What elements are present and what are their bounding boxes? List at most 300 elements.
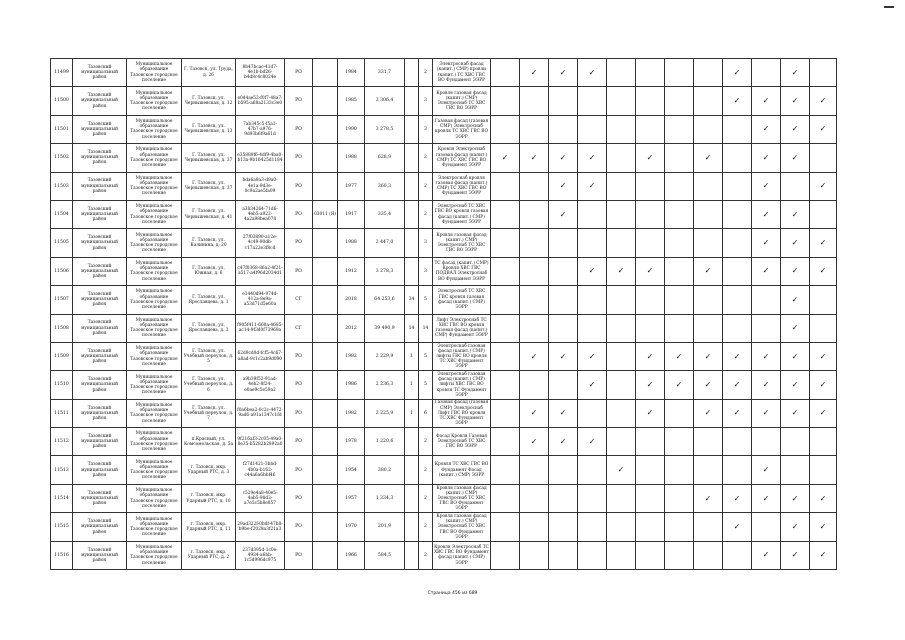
count-b-cell: 3 bbox=[419, 229, 433, 257]
district-cell: Тазовский муниципальный район bbox=[73, 456, 127, 484]
checkmark-icon: ✓ bbox=[549, 342, 578, 370]
year-cell: 2018 bbox=[338, 286, 365, 314]
empty-check-cell bbox=[607, 59, 636, 87]
row-number: 11513 bbox=[51, 456, 73, 484]
municipality-cell: Муниципальное образование Тазовское городское поселение bbox=[127, 172, 182, 200]
checkmark-icon: ✓ bbox=[549, 200, 578, 228]
checkmark-icon: ✓ bbox=[810, 115, 837, 143]
checkmark-icon: ✓ bbox=[636, 144, 665, 172]
guid-cell: a3834264-71d6-4eb5-a922-4a2a98bea078 bbox=[236, 200, 285, 228]
type-cell: РО bbox=[285, 200, 313, 228]
table-row bbox=[51, 314, 837, 342]
checkmark-icon: ✓ bbox=[549, 399, 578, 427]
district-cell: Тазовский муниципальный район bbox=[73, 513, 127, 541]
checkmark-icon: ✓ bbox=[578, 257, 607, 285]
empty-check-cell bbox=[520, 314, 549, 342]
type-cell: РО bbox=[285, 513, 313, 541]
guid-cell: c529e4a8-40e5-4ab5-98d3-a7e5c5b8e857 bbox=[236, 484, 285, 512]
empty-check-cell bbox=[694, 314, 723, 342]
district-cell: Тазовский муниципальный район bbox=[73, 428, 127, 456]
empty-check-cell bbox=[549, 229, 578, 257]
works-description-cell: Электроснаб ТС ХВС ГВС ВО кровля газовая фасад (капит.) СМР) Фундамент ЭЭРР bbox=[433, 200, 491, 228]
checkmark-icon: ✓ bbox=[810, 371, 837, 399]
empty-check-cell bbox=[665, 200, 694, 228]
checkmark-icon: ✓ bbox=[491, 144, 520, 172]
address-cell: Г. Тазовск, ул. Чернышевская, д. 37 bbox=[182, 144, 236, 172]
year-cell: 1957 bbox=[338, 484, 365, 512]
count-a-cell: 1 bbox=[405, 399, 419, 427]
empty-check-cell bbox=[723, 115, 752, 143]
empty-check-cell bbox=[752, 314, 781, 342]
area-cell: 628,9 bbox=[365, 144, 405, 172]
count-b-cell: 3 bbox=[419, 115, 433, 143]
empty-check-cell bbox=[607, 513, 636, 541]
checkmark-icon: ✓ bbox=[578, 144, 607, 172]
empty-check-cell bbox=[578, 399, 607, 427]
checkmark-icon: ✓ bbox=[752, 200, 781, 228]
address-cell: Г. Тазовск, ул. Учебный переулок, д. 5 bbox=[182, 342, 236, 370]
empty-check-cell bbox=[723, 428, 752, 456]
checkmark-icon: ✓ bbox=[694, 257, 723, 285]
area-cell: 1 334,3 bbox=[365, 484, 405, 512]
table-row bbox=[51, 200, 837, 228]
code-cell bbox=[313, 399, 338, 427]
empty-check-cell bbox=[636, 200, 665, 228]
checkmark-icon: ✓ bbox=[723, 513, 752, 541]
checkmark-icon: ✓ bbox=[752, 115, 781, 143]
checkmark-icon: ✓ bbox=[752, 257, 781, 285]
empty-check-cell bbox=[723, 456, 752, 484]
count-a-cell bbox=[405, 513, 419, 541]
works-description-cell: Электроснаб фасад (капит.) СМР) кровли (капит.) ТС ХВС ГВС ВО Фундамент ЭЭРР bbox=[433, 59, 491, 87]
works-description-cell: Кровля Электроснаб газовая фасад (капит.) СМР) ТС ХВС ГВС ВО Фундамент ЭЭРР bbox=[433, 144, 491, 172]
empty-check-cell bbox=[607, 144, 636, 172]
empty-check-cell bbox=[491, 172, 520, 200]
row-number: 11500 bbox=[51, 87, 73, 115]
count-b-cell: 2 bbox=[419, 200, 433, 228]
empty-check-cell bbox=[607, 371, 636, 399]
code-cell bbox=[313, 371, 338, 399]
empty-check-cell bbox=[665, 87, 694, 115]
type-cell: РО bbox=[285, 115, 313, 143]
checkmark-icon: ✓ bbox=[810, 229, 837, 257]
address-cell: Г. Тазовск, ул. Чернышевская, д. 41 bbox=[182, 200, 236, 228]
district-cell: Тазовский муниципальный район bbox=[73, 229, 127, 257]
empty-check-cell bbox=[636, 314, 665, 342]
row-number: 11499 bbox=[51, 59, 73, 87]
empty-check-cell bbox=[810, 428, 837, 456]
count-b-cell: 2 bbox=[419, 144, 433, 172]
count-b-cell: 5 bbox=[419, 286, 433, 314]
empty-check-cell bbox=[520, 115, 549, 143]
empty-check-cell bbox=[694, 172, 723, 200]
checkmark-icon: ✓ bbox=[578, 428, 607, 456]
district-cell: Тазовский муниципальный район bbox=[73, 314, 127, 342]
table-row bbox=[51, 456, 837, 484]
guid-cell: f0a6bea2-0c2c-4472-9ad6-a91a1347c1fd bbox=[236, 399, 285, 427]
district-cell: Тазовский муниципальный район bbox=[73, 59, 127, 87]
table-row bbox=[51, 172, 837, 200]
empty-check-cell bbox=[491, 428, 520, 456]
repair-program-table bbox=[50, 58, 837, 570]
document-table-wrapper bbox=[50, 58, 837, 570]
checkmark-icon: ✓ bbox=[636, 399, 665, 427]
checkmark-icon: ✓ bbox=[781, 314, 810, 342]
row-number: 11515 bbox=[51, 513, 73, 541]
district-cell: Тазовский муниципальный район bbox=[73, 399, 127, 427]
count-a-cell bbox=[405, 541, 419, 569]
checkmark-icon: ✓ bbox=[752, 87, 781, 115]
empty-check-cell bbox=[665, 399, 694, 427]
empty-check-cell bbox=[491, 286, 520, 314]
area-cell: 1 220,6 bbox=[365, 428, 405, 456]
empty-check-cell bbox=[491, 456, 520, 484]
empty-check-cell bbox=[491, 541, 520, 569]
type-cell: РО bbox=[285, 484, 313, 512]
year-cell: 1977 bbox=[338, 172, 365, 200]
year-cell: 1917 bbox=[338, 200, 365, 228]
empty-check-cell bbox=[607, 428, 636, 456]
empty-check-cell bbox=[578, 115, 607, 143]
empty-check-cell bbox=[636, 456, 665, 484]
checkmark-icon: ✓ bbox=[781, 200, 810, 228]
area-cell: 201,9 bbox=[365, 513, 405, 541]
empty-check-cell bbox=[520, 484, 549, 512]
type-cell: СГ bbox=[285, 314, 313, 342]
district-cell: Тазовский муниципальный район bbox=[73, 371, 127, 399]
count-a-cell: 1 bbox=[405, 342, 419, 370]
municipality-cell: Муниципальное образование Тазовское городское поселение bbox=[127, 286, 182, 314]
empty-check-cell bbox=[665, 428, 694, 456]
address-cell: г. Тазовск, мкр. Ударный РТС, д. 2 bbox=[182, 541, 236, 569]
checkmark-icon: ✓ bbox=[520, 399, 549, 427]
empty-check-cell bbox=[578, 513, 607, 541]
empty-check-cell bbox=[665, 314, 694, 342]
works-description-cell: Кровля газовая фасад (капит.) СМР) Электроснаб ТС ХВС ГВС ВО ЭЭРР bbox=[433, 87, 491, 115]
guid-cell: 7ab345c5-f5a1-47b7-a976-9d93b6f9a61d bbox=[236, 115, 285, 143]
empty-check-cell bbox=[694, 286, 723, 314]
address-cell: Г. Тазовск, ул. Чернышевская, д. 37 bbox=[182, 172, 236, 200]
address-cell: Г. Тазовск, ул. Чернышевская, д. 13 bbox=[182, 115, 236, 143]
year-cell: 1982 bbox=[338, 399, 365, 427]
empty-check-cell bbox=[549, 541, 578, 569]
district-cell: Тазовский муниципальный район bbox=[73, 484, 127, 512]
empty-check-cell bbox=[491, 342, 520, 370]
empty-check-cell bbox=[578, 314, 607, 342]
checkmark-icon: ✓ bbox=[810, 399, 837, 427]
table-row bbox=[51, 513, 837, 541]
row-number: 11511 bbox=[51, 399, 73, 427]
area-cell: 335,4 bbox=[365, 200, 405, 228]
empty-check-cell bbox=[520, 229, 549, 257]
checkmark-icon: ✓ bbox=[781, 513, 810, 541]
row-number: 11504 bbox=[51, 200, 73, 228]
checkmark-icon: ✓ bbox=[781, 286, 810, 314]
area-cell: 64 253,6 bbox=[365, 286, 405, 314]
empty-check-cell bbox=[694, 200, 723, 228]
municipality-cell: Муниципальное образование Тазовское городское поселение bbox=[127, 59, 182, 87]
count-b-cell: 3 bbox=[419, 257, 433, 285]
checkmark-icon: ✓ bbox=[549, 59, 578, 87]
table-row bbox=[51, 59, 837, 87]
empty-check-cell bbox=[578, 484, 607, 512]
address-cell: Г. Тазовск, ул. Учебный переулок, д. 6 bbox=[182, 371, 236, 399]
district-cell: Тазовский муниципальный район bbox=[73, 115, 127, 143]
municipality-cell: Муниципальное образование Тазовское городское поселение bbox=[127, 371, 182, 399]
empty-check-cell bbox=[549, 456, 578, 484]
year-cell: 1912 bbox=[338, 257, 365, 285]
year-cell: 1978 bbox=[338, 428, 365, 456]
empty-check-cell bbox=[549, 371, 578, 399]
guid-cell: a9b39f52-91ad-4eb2-8f24-e0ae9c5e59a2 bbox=[236, 371, 285, 399]
count-b-cell: 5 bbox=[419, 371, 433, 399]
empty-check-cell bbox=[723, 200, 752, 228]
empty-check-cell bbox=[578, 87, 607, 115]
code-cell bbox=[313, 484, 338, 512]
empty-check-cell bbox=[636, 513, 665, 541]
code-cell bbox=[313, 314, 338, 342]
checkmark-icon: ✓ bbox=[694, 399, 723, 427]
table-row bbox=[51, 371, 837, 399]
empty-check-cell bbox=[810, 144, 837, 172]
count-b-cell: 2 bbox=[419, 541, 433, 569]
works-description-cell: Электроснаб кровля газовая фасад (капит.) СМР) ТС ХВС ГВС ВО Фундамент ЭЭРР bbox=[433, 172, 491, 200]
type-cell: РО bbox=[285, 59, 313, 87]
empty-check-cell bbox=[578, 286, 607, 314]
empty-check-cell bbox=[636, 541, 665, 569]
empty-check-cell bbox=[578, 541, 607, 569]
row-number: 11514 bbox=[51, 484, 73, 512]
code-cell: 03011 (Я) bbox=[313, 200, 338, 228]
checkmark-icon: ✓ bbox=[781, 541, 810, 569]
empty-check-cell bbox=[723, 257, 752, 285]
checkmark-icon: ✓ bbox=[549, 172, 578, 200]
empty-check-cell bbox=[781, 456, 810, 484]
empty-check-cell bbox=[665, 172, 694, 200]
row-number: 11501 bbox=[51, 115, 73, 143]
type-cell: РО bbox=[285, 399, 313, 427]
district-cell: Тазовский муниципальный район bbox=[73, 200, 127, 228]
district-cell: Тазовский муниципальный район bbox=[73, 144, 127, 172]
empty-check-cell bbox=[810, 456, 837, 484]
checkmark-icon: ✓ bbox=[810, 513, 837, 541]
empty-check-cell bbox=[549, 87, 578, 115]
checkmark-icon: ✓ bbox=[694, 144, 723, 172]
area-cell: 2 229,9 bbox=[365, 342, 405, 370]
code-cell bbox=[313, 513, 338, 541]
count-a-cell bbox=[405, 172, 419, 200]
checkmark-icon: ✓ bbox=[723, 59, 752, 87]
checkmark-icon: ✓ bbox=[752, 229, 781, 257]
count-b-cell: 2 bbox=[419, 456, 433, 484]
municipality-cell: Муниципальное образование Тазовское городское поселение bbox=[127, 257, 182, 285]
address-cell: Г. Тазовск, ул. Ярославцева, д. 3 bbox=[182, 314, 236, 342]
guid-cell: f905f411-660a-4685-ac14-9f3d0f73969a bbox=[236, 314, 285, 342]
empty-check-cell bbox=[491, 314, 520, 342]
guid-cell: 62d9cd0d-fcf5-4c67-a8ad-9c1c2ab9d090 bbox=[236, 342, 285, 370]
checkmark-icon: ✓ bbox=[520, 144, 549, 172]
checkmark-icon: ✓ bbox=[665, 342, 694, 370]
municipality-cell: Муниципальное образование Тазовское городское поселение bbox=[127, 229, 182, 257]
works-description-cell: Кровля ТС ХВС ГВС ВО Фундамент Фасад (капит.) СМР) ЭЭРР bbox=[433, 456, 491, 484]
address-cell: г. Тазовск, мкр. Ударный РТС, д. 10 bbox=[182, 484, 236, 512]
code-cell bbox=[313, 144, 338, 172]
works-description-cell: Кровля Электроснаб ТС ХВС ГВС ВО Фундамент фасад (капит.) СМР) ЭЭРР bbox=[433, 541, 491, 569]
guid-cell: 29ad322f-0bdf-47b8-b9be-f2028a3f21a3 bbox=[236, 513, 285, 541]
empty-check-cell bbox=[694, 541, 723, 569]
empty-check-cell bbox=[636, 484, 665, 512]
municipality-cell: Муниципальное образование Тазовское городское поселение bbox=[127, 399, 182, 427]
empty-check-cell bbox=[520, 200, 549, 228]
empty-check-cell bbox=[665, 541, 694, 569]
checkmark-icon: ✓ bbox=[752, 342, 781, 370]
year-cell: 1982 bbox=[338, 342, 365, 370]
checkmark-icon: ✓ bbox=[549, 428, 578, 456]
row-number: 11507 bbox=[51, 286, 73, 314]
checkmark-icon: ✓ bbox=[636, 257, 665, 285]
code-cell bbox=[313, 87, 338, 115]
checkmark-icon: ✓ bbox=[752, 456, 781, 484]
empty-check-cell bbox=[578, 456, 607, 484]
year-cell: 1985 bbox=[338, 87, 365, 115]
checkmark-icon: ✓ bbox=[607, 257, 636, 285]
empty-check-cell bbox=[723, 229, 752, 257]
empty-check-cell bbox=[752, 286, 781, 314]
empty-check-cell bbox=[549, 257, 578, 285]
count-b-cell: 2 bbox=[419, 172, 433, 200]
code-cell bbox=[313, 541, 338, 569]
empty-check-cell bbox=[491, 200, 520, 228]
guid-cell: f27d1421-3bbd-4b0a-b162-c44a6a6bbf46 bbox=[236, 456, 285, 484]
checkmark-icon: ✓ bbox=[520, 428, 549, 456]
type-cell: РО bbox=[285, 172, 313, 200]
empty-check-cell bbox=[694, 87, 723, 115]
checkmark-icon: ✓ bbox=[781, 371, 810, 399]
empty-check-cell bbox=[665, 484, 694, 512]
type-cell: РО bbox=[285, 428, 313, 456]
district-cell: Тазовский муниципальный район bbox=[73, 342, 127, 370]
area-cell: 3 306,4 bbox=[365, 87, 405, 115]
checkmark-icon: ✓ bbox=[810, 87, 837, 115]
checkmark-icon: ✓ bbox=[636, 371, 665, 399]
code-cell bbox=[313, 456, 338, 484]
checkmark-icon: ✓ bbox=[810, 342, 837, 370]
row-number: 11512 bbox=[51, 428, 73, 456]
address-cell: п.Красный, ул. Комсомольская, д. 5а bbox=[182, 428, 236, 456]
empty-check-cell bbox=[665, 144, 694, 172]
empty-check-cell bbox=[549, 513, 578, 541]
empty-check-cell bbox=[491, 229, 520, 257]
year-cell: 1990 bbox=[338, 115, 365, 143]
empty-check-cell bbox=[810, 286, 837, 314]
checkmark-icon: ✓ bbox=[578, 371, 607, 399]
guid-cell: e1440d94-974d-412a-8e9a-a53d71d5e60a bbox=[236, 286, 285, 314]
year-cell: 1984 bbox=[338, 59, 365, 87]
checkmark-icon: ✓ bbox=[549, 144, 578, 172]
area-cell: 2 236,3 bbox=[365, 371, 405, 399]
guid-cell: bda6a9a3-d9a0-4e1a-9d3e-0c9a2ae5fa09 bbox=[236, 172, 285, 200]
count-a-cell bbox=[405, 87, 419, 115]
code-cell bbox=[313, 59, 338, 87]
checkmark-icon: ✓ bbox=[810, 541, 837, 569]
checkmark-icon: ✓ bbox=[636, 342, 665, 370]
empty-check-cell bbox=[694, 428, 723, 456]
district-cell: Тазовский муниципальный район bbox=[73, 87, 127, 115]
empty-check-cell bbox=[694, 229, 723, 257]
district-cell: Тазовский муниципальный район bbox=[73, 286, 127, 314]
checkmark-icon: ✓ bbox=[781, 87, 810, 115]
guid-cell: 237d395d-1c0e-4934-a6bb-1c5d996dc975 bbox=[236, 541, 285, 569]
empty-check-cell bbox=[607, 286, 636, 314]
year-cell: 1966 bbox=[338, 541, 365, 569]
table-body bbox=[51, 59, 837, 570]
empty-check-cell bbox=[491, 484, 520, 512]
checkmark-icon: ✓ bbox=[520, 342, 549, 370]
checkmark-icon: ✓ bbox=[781, 484, 810, 512]
checkmark-icon: ✓ bbox=[752, 399, 781, 427]
address-cell: Г. Тазовск, ул. Калинина, д. 20 bbox=[182, 229, 236, 257]
area-cell: 380,2 bbox=[365, 456, 405, 484]
empty-check-cell bbox=[694, 513, 723, 541]
empty-check-cell bbox=[520, 456, 549, 484]
empty-check-cell bbox=[665, 59, 694, 87]
row-number: 11503 bbox=[51, 172, 73, 200]
count-b-cell: 5 bbox=[419, 342, 433, 370]
type-cell: РО bbox=[285, 229, 313, 257]
type-cell: РО bbox=[285, 541, 313, 569]
address-cell: г. Тазовск, мкр. Ударный РТС, д. 3 bbox=[182, 456, 236, 484]
empty-check-cell bbox=[520, 513, 549, 541]
district-cell: Тазовский муниципальный район bbox=[73, 541, 127, 569]
empty-check-cell bbox=[578, 229, 607, 257]
guid-cell: c47f0368-86a2-4f21-a517-a4f96d2034d1 bbox=[236, 257, 285, 285]
empty-check-cell bbox=[752, 428, 781, 456]
guid-cell: 27f03890-a12e-4c49-90db-c17a22e3f8cd bbox=[236, 229, 285, 257]
count-a-cell bbox=[405, 484, 419, 512]
count-b-cell: 2 bbox=[419, 59, 433, 87]
works-description-cell: Электроснаб ТС ХВС ГВС кровля газовая фасад (капит.) СМР) ЭЭРР bbox=[433, 286, 491, 314]
table-row bbox=[51, 286, 837, 314]
empty-check-cell bbox=[665, 456, 694, 484]
empty-check-cell bbox=[636, 59, 665, 87]
count-a-cell: 1 bbox=[405, 371, 419, 399]
municipality-cell: Муниципальное образование Тазовское городское поселение bbox=[127, 200, 182, 228]
checkmark-icon: ✓ bbox=[752, 371, 781, 399]
empty-check-cell bbox=[549, 286, 578, 314]
guid-cell: e35889f6-4df9-4ba0-b13a-9b16425d1184 bbox=[236, 144, 285, 172]
empty-check-cell bbox=[665, 229, 694, 257]
empty-check-cell bbox=[636, 87, 665, 115]
municipality-cell: Муниципальное образование Тазовское городское поселение bbox=[127, 513, 182, 541]
municipality-cell: Муниципальное образование Тазовское городское поселение bbox=[127, 314, 182, 342]
count-a-cell bbox=[405, 428, 419, 456]
year-cell: 1954 bbox=[338, 456, 365, 484]
empty-check-cell bbox=[665, 286, 694, 314]
row-number: 11510 bbox=[51, 371, 73, 399]
count-a-cell: 14 bbox=[405, 314, 419, 342]
table-row bbox=[51, 115, 837, 143]
empty-check-cell bbox=[752, 59, 781, 87]
code-cell bbox=[313, 257, 338, 285]
works-description-cell: Электроснаб газовая фасад (капит.) СМР) лифты ХВС ГВС ВО кровля ТС Фундамент ЭЭРР bbox=[433, 371, 491, 399]
checkmark-icon: ✓ bbox=[752, 144, 781, 172]
works-description-cell: Фасад Кровля Газовая Электроснаб ТС ХВС ГВС ВО ЭЭРР bbox=[433, 428, 491, 456]
count-a-cell bbox=[405, 257, 419, 285]
empty-check-cell bbox=[723, 172, 752, 200]
year-cell: 1970 bbox=[338, 513, 365, 541]
empty-check-cell bbox=[607, 484, 636, 512]
empty-check-cell bbox=[694, 115, 723, 143]
